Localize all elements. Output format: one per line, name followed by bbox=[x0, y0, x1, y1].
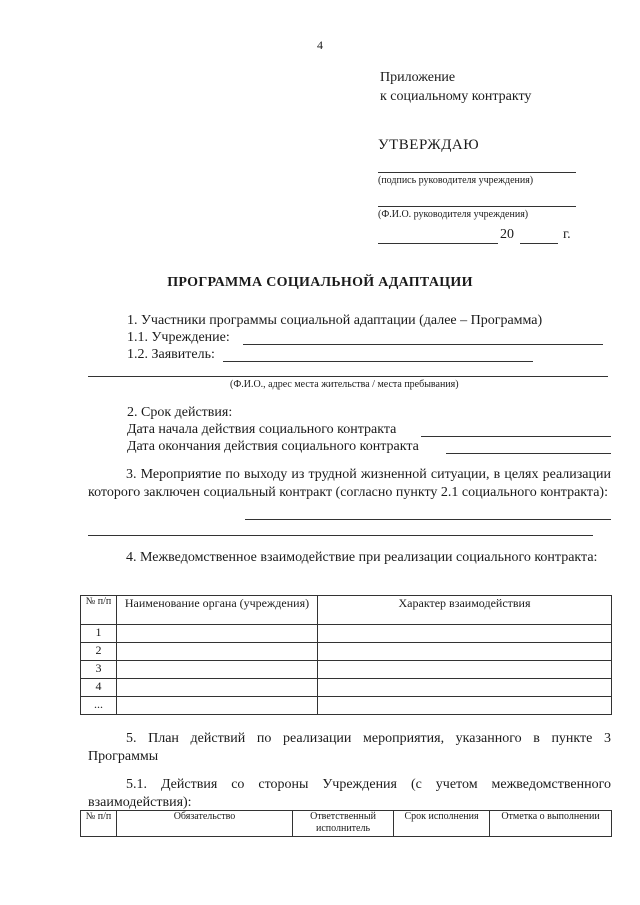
authority-cell[interactable] bbox=[117, 679, 318, 697]
document-title: ПРОГРАММА СОЦИАЛЬНОЙ АДАПТАЦИИ bbox=[167, 275, 473, 290]
table-row bbox=[81, 679, 612, 697]
institution-label: 1.1. Учреждение: bbox=[127, 330, 230, 345]
applicant-address-line[interactable] bbox=[88, 376, 608, 377]
interaction-cell[interactable] bbox=[318, 643, 612, 661]
start-date-line[interactable] bbox=[421, 436, 611, 437]
row-number: 4 bbox=[81, 679, 117, 697]
section3-text: 3. Мероприятие по выходу из трудной жизненной ситуации, в целях реализации которого заключен социальный контракт (согласно пункту 2.1 социального контракта): bbox=[88, 467, 611, 500]
applicant-caption: (Ф.И.О., адрес места жительства / места пребывания) bbox=[230, 379, 459, 390]
interaction-cell[interactable] bbox=[318, 625, 612, 643]
interaction-cell[interactable] bbox=[318, 697, 612, 715]
row-number: 3 bbox=[81, 661, 117, 679]
section3-line1[interactable] bbox=[245, 519, 611, 520]
col-header-number: № п/п bbox=[81, 811, 117, 837]
section3-line2[interactable] bbox=[88, 535, 593, 536]
col-header-deadline: Срок исполнения bbox=[394, 811, 490, 837]
col-header-interaction: Характер взаимодействия bbox=[318, 596, 612, 625]
section5-text: 5. План действий по реализации мероприятия, указанного в пункте 3 Программы bbox=[88, 731, 611, 764]
col-header-completion-mark: Отметка о выполнении bbox=[490, 811, 612, 837]
table-row bbox=[81, 697, 612, 715]
interaction-table bbox=[80, 595, 612, 715]
end-date-line[interactable] bbox=[446, 453, 611, 454]
section1-heading: 1. Участники программы социальной адаптации (далее – Программа) bbox=[127, 313, 543, 328]
section2-heading: 2. Срок действия: bbox=[127, 405, 233, 420]
section4-text: 4. Межведомственное взаимодействие при реализации социального контракта: bbox=[126, 550, 598, 565]
signature-line[interactable] bbox=[378, 172, 576, 173]
authority-cell[interactable] bbox=[117, 697, 318, 715]
section5-sub1-text: 5.1. Действия со стороны Учреждения (с учетом межведомственного взаимодействия): bbox=[88, 777, 611, 810]
col-header-responsible: Ответственный исполнитель bbox=[293, 811, 394, 837]
appendix-subtitle: к социальному контракту bbox=[380, 89, 532, 104]
date-day-month-line[interactable] bbox=[378, 243, 498, 244]
authority-cell[interactable] bbox=[117, 643, 318, 661]
interaction-cell[interactable] bbox=[318, 661, 612, 679]
authority-cell[interactable] bbox=[117, 625, 318, 643]
authority-cell[interactable] bbox=[117, 661, 318, 679]
date-suffix: г. bbox=[563, 227, 571, 242]
applicant-label: 1.2. Заявитель: bbox=[127, 347, 215, 362]
row-number: ... bbox=[81, 697, 117, 715]
end-date-label: Дата окончания действия социального контракта bbox=[127, 439, 419, 454]
col-header-authority: Наименование органа (учреждения) bbox=[117, 596, 318, 625]
appendix-label: Приложение bbox=[380, 70, 456, 85]
start-date-label: Дата начала действия социального контракта bbox=[127, 422, 397, 437]
date-year-line[interactable] bbox=[520, 243, 558, 244]
table-row bbox=[81, 643, 612, 661]
col-header-number: № п/п bbox=[81, 596, 117, 625]
action-plan-table bbox=[80, 810, 612, 837]
date-year-prefix: 20 bbox=[500, 227, 514, 242]
signature-caption: (подпись руководителя учреждения) bbox=[378, 175, 534, 186]
institution-line[interactable] bbox=[243, 344, 603, 345]
applicant-line[interactable] bbox=[223, 361, 533, 362]
row-number: 1 bbox=[81, 625, 117, 643]
col-header-obligation: Обязательство bbox=[117, 811, 293, 837]
page-number: 4 bbox=[317, 38, 323, 52]
row-number: 2 bbox=[81, 643, 117, 661]
name-line[interactable] bbox=[378, 206, 576, 207]
table-row bbox=[81, 661, 612, 679]
approval-title: УТВЕРЖДАЮ bbox=[378, 137, 480, 153]
table-row bbox=[81, 625, 612, 643]
name-caption: (Ф.И.О. руководителя учреждения) bbox=[378, 209, 529, 220]
interaction-cell[interactable] bbox=[318, 679, 612, 697]
